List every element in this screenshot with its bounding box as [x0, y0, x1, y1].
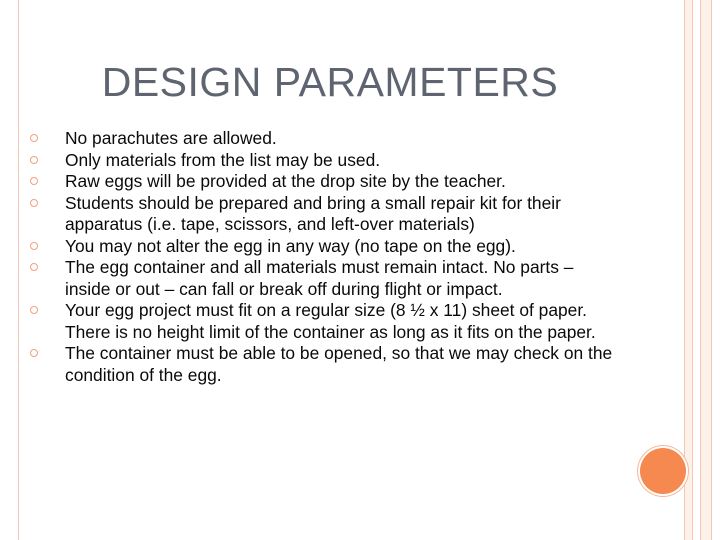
slide-title: DESIGN PARAMETERS — [101, 59, 559, 105]
bullet-text: The container must be able to be opened, so that we may check on the condition of the egg. — [65, 343, 613, 385]
bullet-item — [30, 236, 620, 258]
bullet-circle-icon — [30, 156, 38, 164]
bullet-text: Students should be prepared and bring a small repair kit for their apparatus (i.e. tape, scissors, and left-over materials) — [65, 192, 561, 234]
bullet-circle-icon — [30, 349, 38, 357]
bullet-circle-icon — [30, 177, 38, 185]
frame-line — [700, 0, 701, 540]
bullet-text: The egg container and all materials must remain intact. No parts – inside or out – can fall or break off during flight or impact. — [65, 257, 574, 299]
bullet-text: Only materials from the list may be used. — [65, 149, 381, 170]
right-frame-border — [683, 0, 720, 540]
bullet-item — [30, 343, 620, 386]
frame-band — [701, 0, 711, 540]
bullet-item — [30, 171, 620, 193]
bullet-item — [30, 128, 620, 150]
bullet-text: Your egg project must fit on a regular size (8 ½ x 11) sheet of paper. There is no height limit of the container as long as it fits on the paper. — [65, 300, 596, 342]
bullet-item — [30, 150, 620, 172]
bullet-text: Raw eggs will be provided at the drop site by the teacher. — [65, 171, 506, 191]
left-frame-border — [0, 0, 19, 540]
bullet-circle-icon — [30, 199, 38, 207]
bullet-text: You may not alter the egg in any way (no tape on the egg). — [65, 235, 516, 256]
bullet-circle-icon — [30, 134, 38, 142]
bullet-item — [30, 300, 620, 343]
bullet-list — [30, 128, 620, 386]
bullet-item — [30, 193, 620, 236]
bullet-circle-icon — [30, 242, 38, 250]
bullet-circle-icon — [30, 263, 38, 271]
bullet-circle-icon — [30, 306, 38, 314]
bullet-item — [30, 257, 620, 300]
decorative-orange-circle — [640, 448, 686, 494]
frame-line — [692, 0, 693, 540]
frame-band — [685, 0, 692, 540]
frame-line — [684, 0, 685, 540]
bullet-text: No parachutes are allowed. — [65, 128, 277, 148]
frame-line — [711, 0, 712, 540]
